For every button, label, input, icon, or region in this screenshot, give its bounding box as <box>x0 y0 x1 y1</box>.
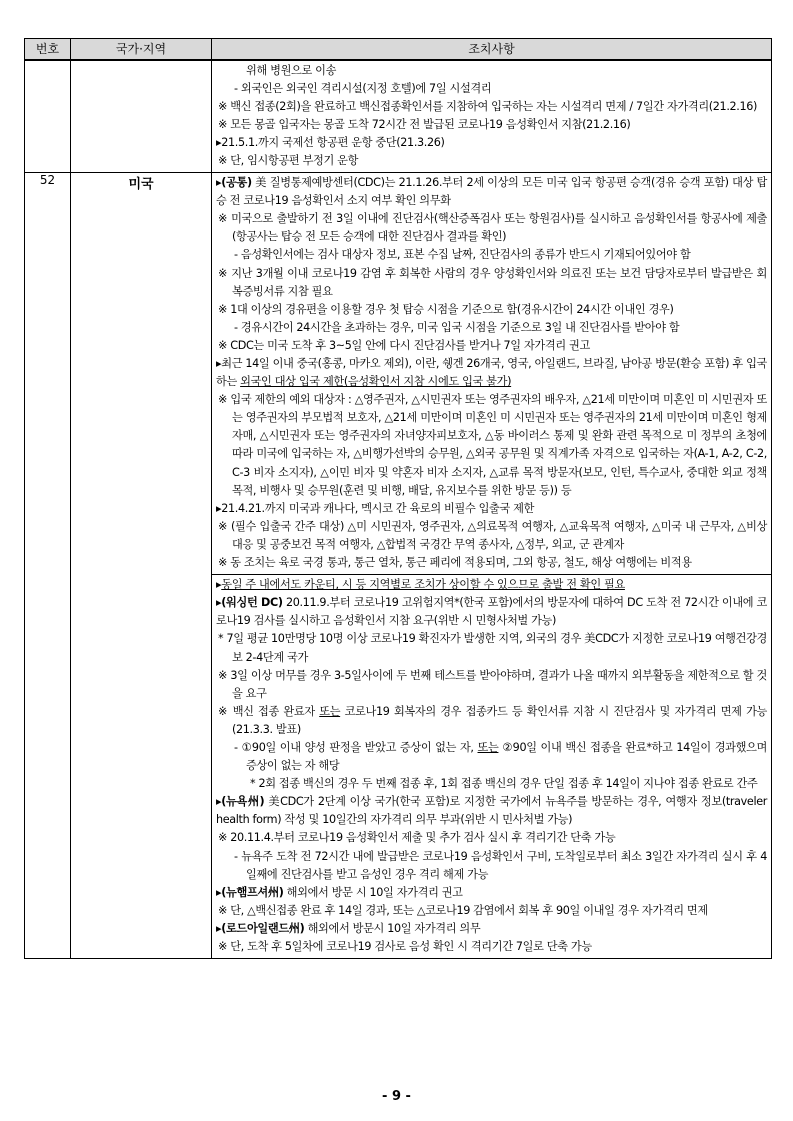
table-header-row <box>25 39 772 60</box>
row-measures-cell <box>212 60 772 173</box>
header-measures: 조치사항 <box>212 39 772 60</box>
measure-line: ※ 단, 도착 후 5일차에 코로나19 검사로 음성 확인 시 격리기간 7일로 단축 가능 <box>218 940 592 953</box>
measure-line: ▸21.5.1.까지 국제선 항공편 운항 중단(21.3.26) <box>216 135 445 149</box>
usa-state-measures-cell <box>212 575 772 959</box>
measure-line: - 뉴욕주 도착 전 72시간 내에 발급받은 코로나19 음성확인서 구비, 도착일로부터 최소 3일간 자가격리 실시 후 4일째에 진단검사를 받고 음성인 경우 격리 해제 가능 <box>234 849 767 881</box>
page-number: - 9 - <box>382 1089 411 1104</box>
measure-line: - ①90일 이내 양성 판정을 받았고 증상이 없는 자, 또는 ②90일 이내 백신 접종을 완료*하고 14일이 경과했으며 증상이 없는 자 해당 <box>234 740 767 773</box>
measure-line: ※ 1대 이상의 경유편을 이용할 경우 첫 탑승 시점을 기준으로 함(경유시간이 24시간 이내인 경우) <box>218 302 674 316</box>
measure-line: ▸21.4.21.까지 미국과 캐나다, 멕시코 간 육로의 비필수 입출국 제한 <box>216 501 535 515</box>
measure-line: ※ 모든 몽골 입국자는 몽골 도착 72시간 전 발급된 코로나19 음성확인서 지참(21.2.16) <box>218 117 631 131</box>
measure-line: ▸(뉴욕州) 美CDC가 2단계 이상 국가(한국 포함)로 지정한 국가에서 뉴욕주를 방문하는 경우, 여행자 정보(traveler health form) 작성 및 10일간의 자가격리 의무 부과(위반 시 민사처벌 가능) <box>216 795 767 827</box>
measure-line: - 음성확인서에는 검사 대상자 정보, 표본 수집 날짜, 진단검사의 종류가 반드시 기재되어있어야 함 <box>234 248 691 262</box>
measure-line: * 7일 평균 10만명당 10명 이상 코로나19 확진자가 발생한 지역, 외국의 경우 美CDC가 지정한 코로나19 여행건강경보 2-4단계 국가 <box>218 632 767 664</box>
measure-line: ▸(로드아일랜드州) 해외에서 방문시 10일 자가격리 의무 <box>216 921 481 935</box>
usa-number-cell: 52 <box>25 173 71 959</box>
header-country: 국가·지역 <box>71 39 212 60</box>
measure-line: ▸동일 주 내에서도 카운티, 시 등 지역별로 조치가 상이할 수 있으므로 출발 전 확인 필요 <box>216 578 625 592</box>
measure-line: ※ 미국으로 출발하기 전 3일 이내에 진단검사(핵산증폭검사 또는 항원검사)를 실시하고 음성확인서를 항공사에 제출(항공사는 탑승 전 모든 승객에 대한 진단검사 결과를 확인) <box>218 212 767 244</box>
table-row-mongolia-continued <box>25 60 772 173</box>
row-number-cell <box>25 60 71 173</box>
row-country-cell <box>71 60 212 173</box>
measure-line: ▸최근 14일 이내 중국(홍콩, 마카오 제외), 이란, 쉥겐 26개국, 영국, 아일랜드, 브라질, 남아공 방문(환승 포함) 후 입국하는 외국인 대상 입국 제한(음성확인서 지참 시에도 입국 불가) <box>216 357 767 389</box>
measure-line: 위해 병원으로 이송 <box>246 63 337 77</box>
measure-line: ※ CDC는 미국 도착 후 3~5일 안에 다시 진단검사를 받거나 7일 자가격리 권고 <box>218 338 590 352</box>
measure-line: ※ 입국 제한의 예외 대상자 : △영주권자, △시민권자 또는 영주권자의 배우자, △21세 미만이며 미혼인 미 시민권자 또는 영주권자의 부모법적 보호자, △21세 미만이며 미혼인 미 시민권자 또는 영주권자의 21세 미만이며 미혼인 형제자매, △시민권자 또는 영주권자의 자녀양자피보호자, △동 바이러스 통제 및 완화 관련 목적으로 미 정부의 초청에 따라 미국에 입국하는 자, △비행가선박의 승무원, △외국 공무원 및 직계가족 자격으로 입국하는 자(A-1, A-2, C-2, C-3 비자 소지자), △이민 비자 및 약혼자 비자 소지자, △교류 목적 방문자(보모, 인턴, 특수교사, 중대한 외교 정책 목적, 비행사 및 승무원(훈련 및 비행, 배달, 유지보수를 위한 방문 등)) 등 <box>218 393 767 497</box>
measure-line: ※ 단, △백신접종 완료 후 14일 경과, 또는 △코로나19 감염에서 회복 후 90일 이내일 경우 자가격리 면제 <box>218 903 708 917</box>
measure-line: ※ 동 조치는 육로 국경 통과, 통근 열차, 통근 페리에 적용되며, 그외 항공, 철도, 해상 여행에는 비적용 <box>218 556 692 570</box>
measures-table <box>24 38 772 959</box>
measure-line: ▸(워싱턴 DC) 20.11.9.부터 코로나19 고위험지역*(한국 포함)에서의 방문자에 대하여 DC 도착 전 72시간 이내에 코로나19 검사를 실시하고 음성확인서 지참 요구(위반 시 민형사처벌 가능) <box>216 596 767 628</box>
usa-federal-measures-cell <box>212 173 772 575</box>
measure-line: ▸(뉴햄프셔州) 해외에서 방문 시 10일 자가격리 권고 <box>216 885 463 899</box>
measure-line: ※ 3일 이상 머무를 경우 3-5일사이에 두 번째 테스트를 받아야하며, 결과가 나올 때까지 외부활동을 제한적으로 할 것을 요구 <box>218 668 767 700</box>
usa-country-cell: 미국 <box>71 173 212 959</box>
measure-line: ※ 단, 임시항공편 부정기 운항 <box>218 153 359 167</box>
measure-line: - 외국인은 외국인 격리시설(지정 호텔)에 7일 시설격리 <box>234 81 492 95</box>
header-number: 번호 <box>25 39 71 60</box>
measure-line: ※ 20.11.4.부터 코로나19 음성확인서 제출 및 추가 검사 실시 후 격리기간 단축 가능 <box>218 831 616 845</box>
measure-line: - 경유시간이 24시간을 초과하는 경우, 미국 입국 시점을 기준으로 3일 내 진단검사를 받아야 함 <box>234 320 680 334</box>
table-row-usa-part1 <box>25 173 772 575</box>
measure-line: ※ (필수 입출국 간주 대상) △미 시민권자, 영주권자, △의료목적 여행자, △교육목적 여행자, △미국 내 근무자, △비상대응 및 공중보건 목적 여행자, △합법적 국경간 무역 종사자, △정부, 외교, 군 관계자 <box>218 519 767 551</box>
measure-line: ▸(공통) 美 질병통제예방센터(CDC)는 21.1.26.부터 2세 이상의 모든 미국 입국 항공편 승객(경유 승객 포함) 대상 탑승 전 코로나19 음성확인서 소지 여부 확인 의무화 <box>216 176 767 208</box>
measure-line: ※ 백신 접종 완료자 또는 코로나19 회복자의 경우 접종카드 등 확인서류 지참 시 진단검사 및 자가격리 면제 가능(21.3.3. 발표) <box>218 704 767 736</box>
measure-line: * 2회 접종 백신의 경우 두 번째 접종 후, 1회 접종 백신의 경우 단일 접종 후 14일이 지나야 접종 완료로 간주 <box>250 777 758 791</box>
measure-line: ※ 지난 3개월 이내 코로나19 감염 후 회복한 사람의 경우 양성확인서와 의료진 또는 보건 담당자로부터 발급받은 회복증빙서류 지참 필요 <box>218 266 767 298</box>
measure-line: ※ 백신 접종(2회)을 완료하고 백신접종확인서를 지참하여 입국하는 자는 시설격리 면제 / 7일간 자가격리(21.2.16) <box>218 99 758 113</box>
